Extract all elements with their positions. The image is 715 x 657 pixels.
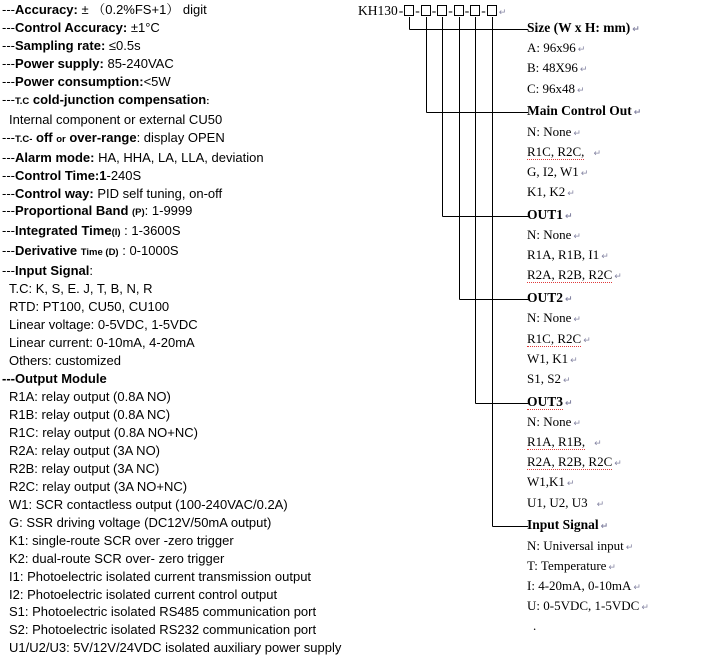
spec-line: G: SSR driving voltage (DC12V/50mA output) <box>9 514 272 530</box>
return-mark-icon: ↵ <box>566 479 575 490</box>
return-mark-icon: ↵ <box>633 582 641 593</box>
spec-line: ---Alarm mode: HA, HHA, LA, LLA, deviation <box>2 149 264 165</box>
option-group-label: OUT3 ↵ <box>527 393 573 409</box>
option-line: U1, U2, U3 ↵ <box>527 494 605 510</box>
return-mark-icon: ↵ <box>565 211 573 222</box>
option-line: B: 48X96 ↵ <box>527 60 588 76</box>
option-group <box>527 516 713 617</box>
return-mark-icon: ↵ <box>594 439 602 450</box>
spec-line: ---Control Accuracy: ±1°C <box>2 19 160 35</box>
model-separator: - <box>415 3 420 18</box>
return-mark-icon: ↵ <box>562 375 571 386</box>
return-mark-icon: ↵ <box>625 542 634 553</box>
return-mark-icon: ↵ <box>601 252 609 263</box>
return-mark-icon: ↵ <box>498 8 507 18</box>
option-group <box>527 102 713 203</box>
option-group-label: OUT1 ↵ <box>527 206 573 222</box>
return-mark-icon: ↵ <box>577 85 585 96</box>
spec-line: ---Control Time:1-240S <box>2 167 142 183</box>
option-line: R2A, R2B, R2C ↵ <box>527 454 622 470</box>
return-mark-icon: ↵ <box>579 65 588 76</box>
option-line: N: None ↵ <box>527 227 581 243</box>
option-line: R1C, R2C, ↵ <box>527 143 601 159</box>
return-mark-icon: ↵ <box>608 562 616 573</box>
model-digit-box <box>404 5 414 16</box>
spec-line: U1/U2/U3: 5V/12V/24VDC isolated auxiliary power supply <box>9 640 342 656</box>
spec-line: ---T.C cold-junction compensation: <box>2 91 210 107</box>
option-group-label: Main Control Out ↵ <box>527 103 642 119</box>
spec-line: W1: SCR contactless output (100-240VAC/0.2A) <box>9 496 288 512</box>
option-group <box>527 19 713 100</box>
spec-line: ---Accuracy: ± （0.2%FS+1） digit <box>2 2 207 17</box>
option-line: N: None ↵ <box>527 413 581 429</box>
option-line: T: Temperature ↵ <box>527 557 616 573</box>
option-group-label: Size (W x H: mm) ↵ <box>527 20 640 35</box>
return-mark-icon: ↵ <box>583 335 591 346</box>
return-mark-icon: ↵ <box>573 232 581 243</box>
spec-line: S2: Photoelectric isolated RS232 communication port <box>9 622 317 638</box>
option-line: C: 96x48 ↵ <box>527 80 585 96</box>
spec-line: RTD: PT100, CU50, CU100 <box>9 299 170 315</box>
spec-line: T.C: K, S, E. J, T, B, N, R <box>9 281 153 297</box>
model-digit-box <box>470 5 480 16</box>
model-digit-box <box>421 5 431 16</box>
model-separator: - <box>398 3 404 18</box>
model-separator: - <box>481 3 486 18</box>
model-separator: - <box>431 3 437 18</box>
option-line: N: None ↵ <box>527 123 581 139</box>
spec-line: R2C: relay output (3A NO+NC) <box>9 478 188 494</box>
option-line: I: 4-20mA, 0-10mA ↵ <box>527 577 641 593</box>
spec-line: I1: Photoelectric isolated current transmission output <box>9 568 312 584</box>
spec-line: ---Control way: PID self tuning, on-off <box>2 185 223 201</box>
spec-line: ---Integrated Time(I) : 1-3600S <box>2 223 181 239</box>
model-number <box>358 3 506 21</box>
option-group <box>527 393 713 514</box>
spec-line: ---Power consumption:<5W <box>2 73 171 89</box>
option-group <box>527 206 713 287</box>
option-line: N: None ↵ <box>527 310 581 326</box>
option-line: R1A, R1B, ↵ <box>527 434 602 450</box>
spec-line: Others: customized <box>9 353 121 369</box>
return-mark-icon: ↵ <box>580 168 589 179</box>
model-digit-box <box>437 5 447 16</box>
option-line: W1, K1 ↵ <box>527 350 578 366</box>
trailing-mark: . <box>533 618 537 634</box>
option-line: R1A, R1B, I1 ↵ <box>527 247 609 263</box>
return-mark-icon: ↵ <box>577 45 586 56</box>
model-option-groups <box>527 19 713 635</box>
model-prefix: KH130 <box>358 3 398 18</box>
spec-line: R1C: relay output (0.8A NO+NC) <box>9 424 198 440</box>
option-line: S1, S2 ↵ <box>527 370 571 386</box>
spec-list <box>2 1 358 657</box>
spec-line: ---Proportional Band (P): 1-9999 <box>2 203 193 219</box>
return-mark-icon: ↵ <box>565 295 573 306</box>
return-mark-icon: ↵ <box>632 25 640 35</box>
return-mark-icon: ↵ <box>573 315 581 326</box>
return-mark-icon: ↵ <box>593 148 601 159</box>
return-mark-icon: ↵ <box>614 272 622 283</box>
option-line: R2A, R2B, R2C ↵ <box>527 267 622 283</box>
spec-line: Linear current: 0-10mA, 4-20mA <box>9 335 195 351</box>
spec-line: K1: single-route SCR over -zero trigger <box>9 532 234 548</box>
spec-line: I2: Photoelectric isolated current control output <box>9 586 278 602</box>
option-line: A: 96x96 ↵ <box>527 40 586 56</box>
option-group-label: OUT2 ↵ <box>527 290 573 306</box>
spec-line: S1: Photoelectric isolated RS485 communication port <box>9 604 317 620</box>
return-mark-icon: ↵ <box>567 189 575 200</box>
spec-line: R1B: relay output (0.8A NC) <box>9 406 171 422</box>
return-mark-icon: ↵ <box>565 398 573 409</box>
return-mark-icon: ↵ <box>641 603 649 614</box>
option-line: U: 0-5VDC, 1-5VDC ↵ <box>527 598 649 614</box>
option-group-label: Input Signal ↵ <box>527 517 609 533</box>
model-separator: - <box>448 3 453 18</box>
option-line: R1C, R2C ↵ <box>527 330 591 346</box>
return-mark-icon: ↵ <box>573 128 581 139</box>
model-separator: - <box>464 3 470 18</box>
spec-line: ---T.C- off or over-range: display OPEN <box>2 129 225 145</box>
spec-line: R2B: relay output (3A NC) <box>9 460 160 476</box>
spec-line: R2A: relay output (3A NO) <box>9 442 161 458</box>
return-mark-icon: ↵ <box>614 459 622 470</box>
return-mark-icon: ↵ <box>600 522 609 533</box>
spec-line: Linear voltage: 0-5VDC, 1-5VDC <box>9 317 198 333</box>
return-mark-icon: ↵ <box>596 499 605 510</box>
return-mark-icon: ↵ <box>573 418 581 429</box>
spec-line: ---Power supply: 85-240VAC <box>2 55 174 71</box>
model-digit-box <box>454 5 464 16</box>
spec-line: ---Derivative Time (D) : 0-1000S <box>2 243 179 259</box>
spec-line: Internal component or external CU50 <box>9 111 223 127</box>
option-group <box>527 289 713 390</box>
spec-line: ---Sampling rate: ≤0.5s <box>2 37 141 53</box>
spec-line: R1A: relay output (0.8A NO) <box>9 389 171 405</box>
spec-line: K2: dual-route SCR over- zero trigger <box>9 550 225 566</box>
spec-line: ---Output Module <box>2 371 107 387</box>
option-line: G, I2, W1 ↵ <box>527 163 589 179</box>
option-line: N: Universal input ↵ <box>527 537 634 553</box>
option-line: K1, K2 ↵ <box>527 184 575 200</box>
option-line: W1,K1 ↵ <box>527 474 575 490</box>
model-digit-box <box>487 5 497 16</box>
return-mark-icon: ↵ <box>570 355 578 366</box>
return-mark-icon: ↵ <box>633 108 642 119</box>
spec-line: ---Input Signal: <box>2 263 94 279</box>
